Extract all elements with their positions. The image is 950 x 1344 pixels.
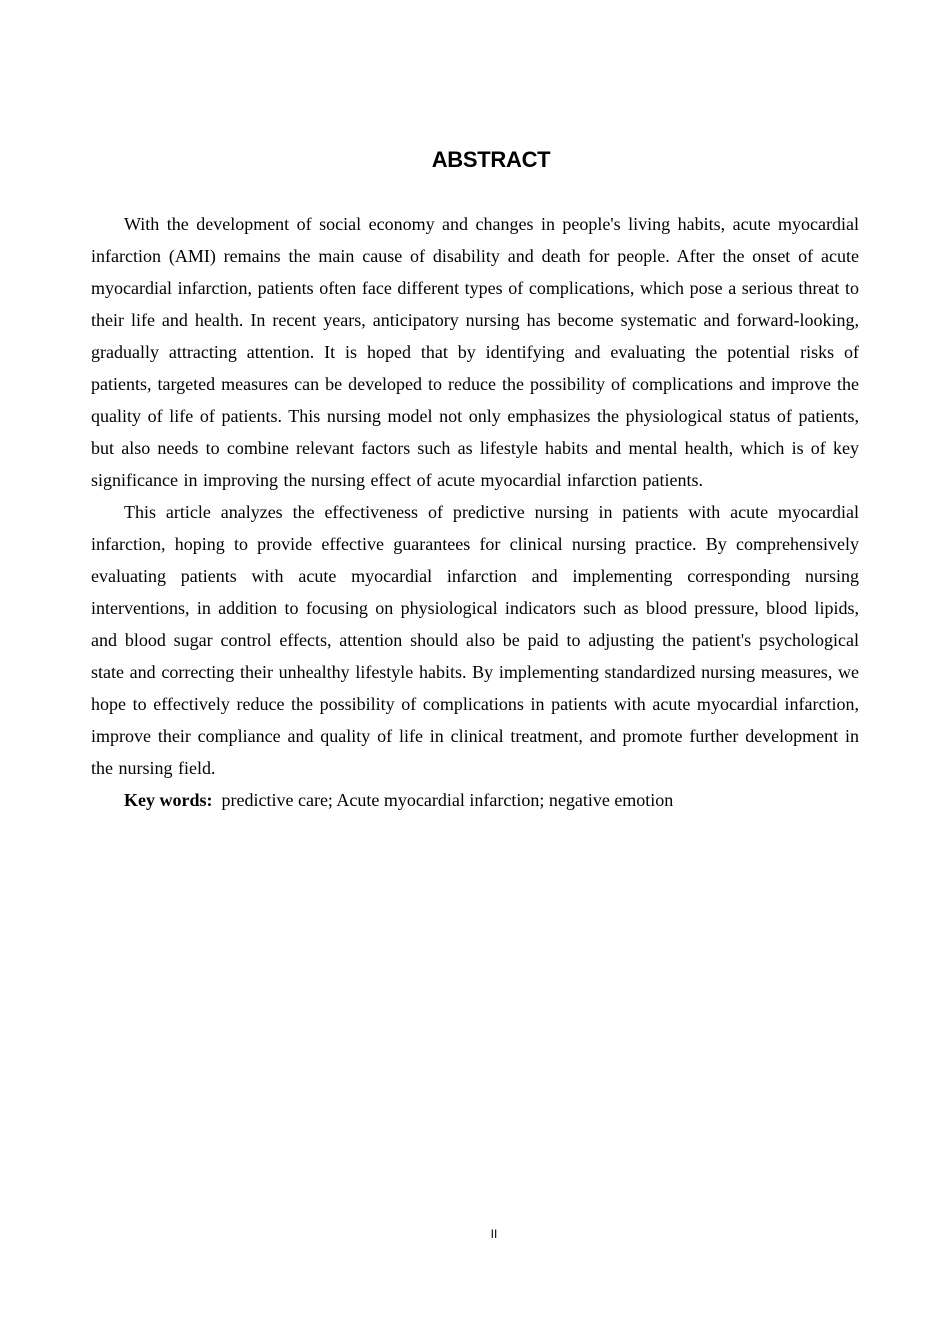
- keywords-label: Key words:: [124, 790, 213, 810]
- abstract-paragraph-1: With the development of social economy and changes in people's living habits, acute myocardial infarction (AMI) remains the main cause of disability and death for people. After the onset of acute myocardial infarction, patients often face different types of complications, which pose a serious threat to their life and health. In recent years, anticipatory nursing has become systematic and forward-looking, gradually attracting attention. It is hoped that by identifying and evaluating the potential risks of patients, targeted measures can be developed to reduce the possibility of complications and improve the quality of life of patients. This nursing model not only emphasizes the physiological status of patients, but also needs to combine relevant factors such as lifestyle habits and mental health, which is of key significance in improving the nursing effect of acute myocardial infarction patients.: [91, 214, 859, 490]
- keywords-text: predictive care; Acute myocardial infarction; negative emotion: [221, 790, 674, 810]
- abstract-body: [91, 208, 859, 816]
- page-number: II: [490, 1227, 498, 1241]
- abstract-paragraph-2: This article analyzes the effectiveness of predictive nursing in patients with acute myocardial infarction, hoping to provide effective guarantees for clinical nursing practice. By comprehensively evaluating patients with acute myocardial infarction and implementing corresponding nursing interventions, in addition to focusing on physiological indicators such as blood pressure, blood lipids, and blood sugar control effects, attention should also be paid to adjusting the patient's psychological state and correcting their unhealthy lifestyle habits. By implementing standardized nursing measures, we hope to effectively reduce the possibility of complications in patients with acute myocardial infarction, improve their compliance and quality of life in clinical treatment, and promote further development in the nursing field.: [91, 502, 859, 778]
- keywords-line: [91, 784, 859, 816]
- abstract-title: ABSTRACT: [431, 147, 551, 172]
